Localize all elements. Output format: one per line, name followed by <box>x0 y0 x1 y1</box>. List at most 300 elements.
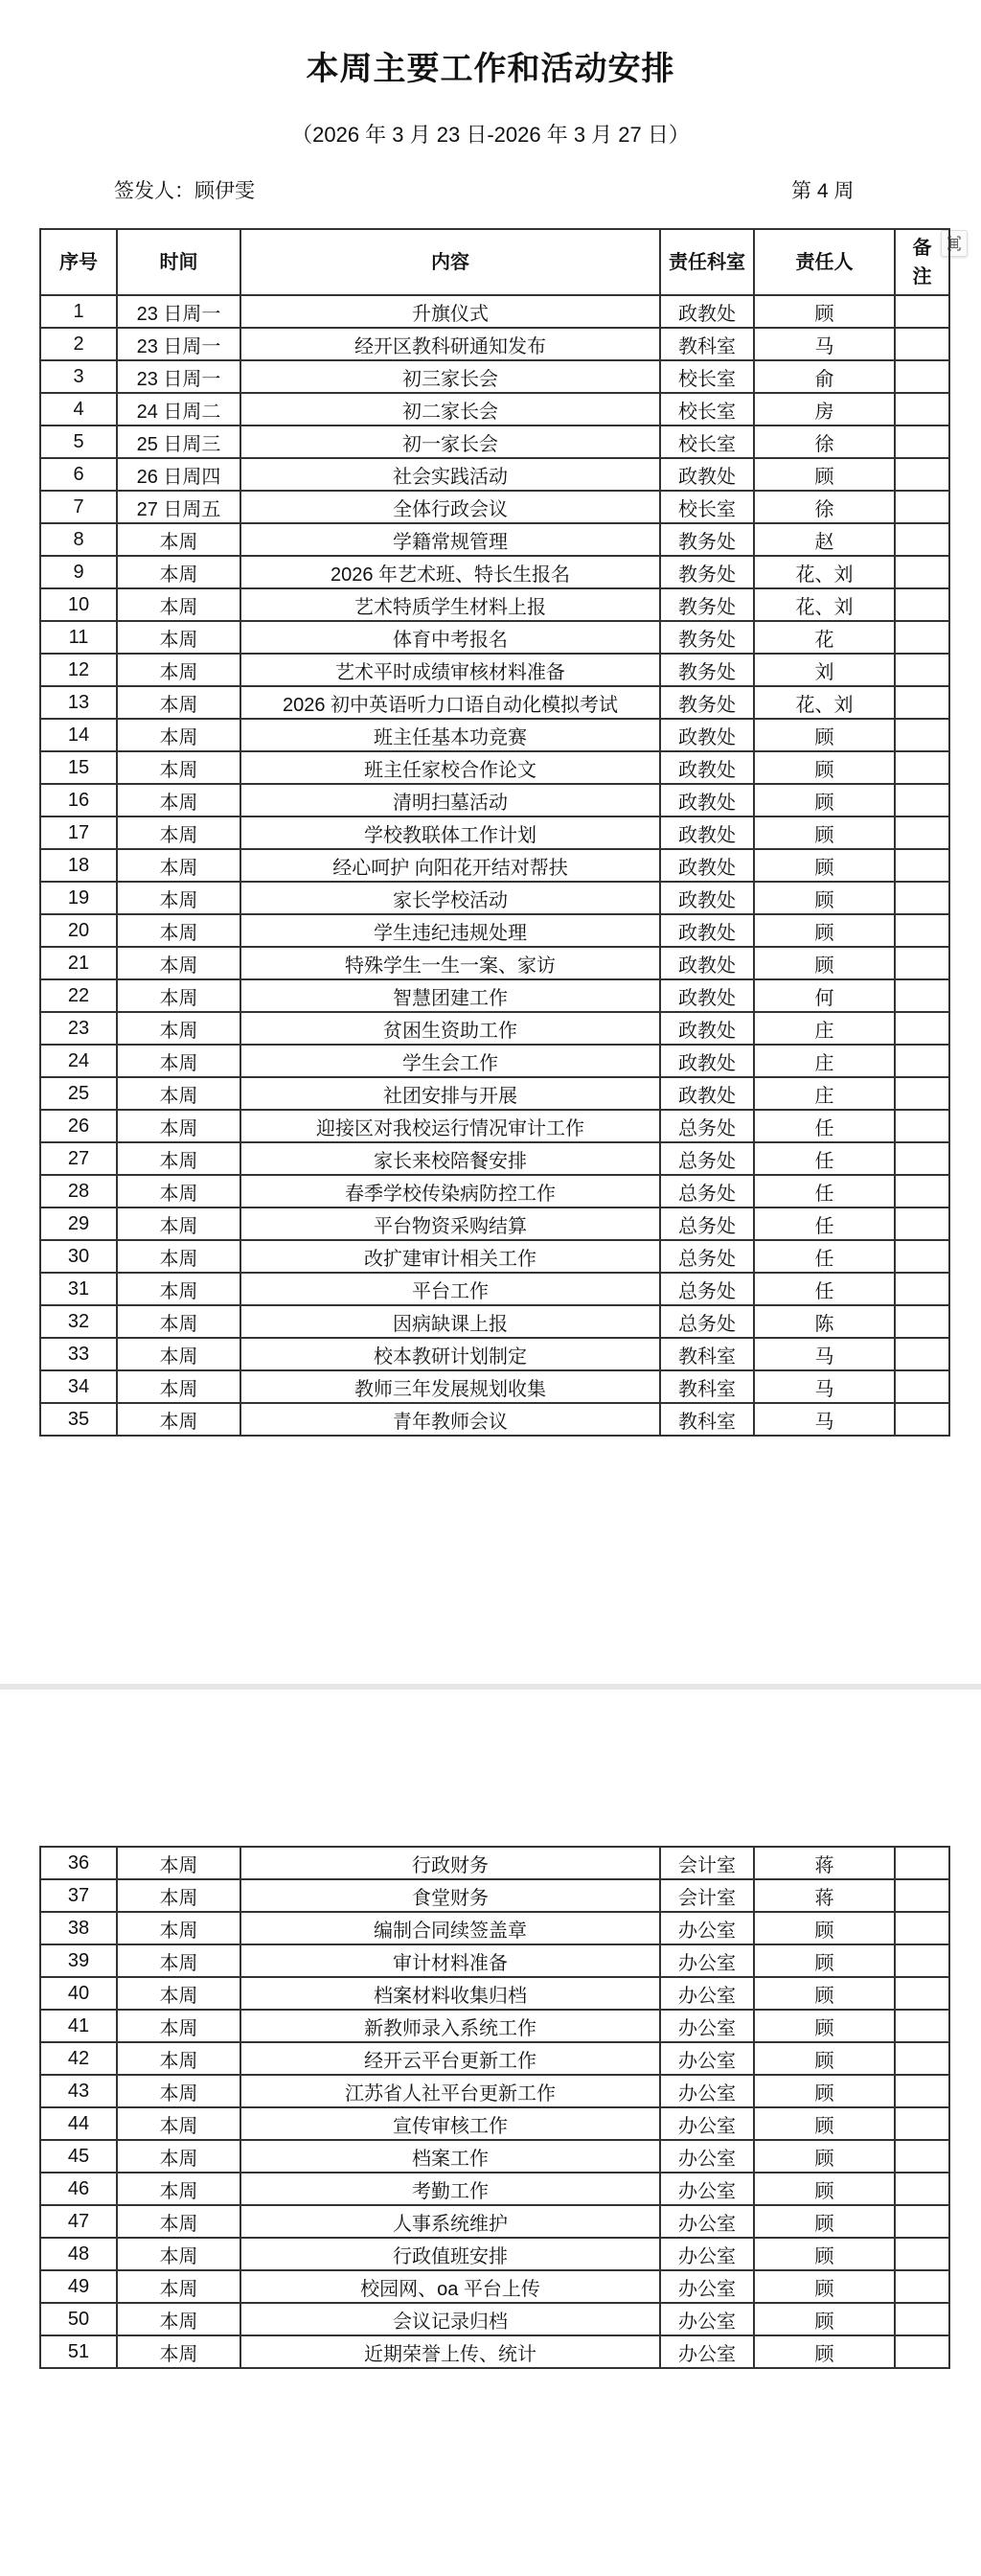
cell-notes <box>895 2010 949 2042</box>
cell-index: 28 <box>40 1175 117 1208</box>
cell-content: 宣传审核工作 <box>240 2107 660 2140</box>
cell-person: 花 <box>754 621 895 654</box>
cell-content: 艺术特质学生材料上报 <box>240 588 660 621</box>
cell-time: 本周 <box>117 2335 240 2368</box>
cell-content: 初二家长会 <box>240 393 660 426</box>
cell-index: 30 <box>40 1240 117 1273</box>
cell-department: 总务处 <box>660 1240 754 1273</box>
cell-index: 6 <box>40 458 117 491</box>
table-row <box>40 849 949 882</box>
header-department: 责任科室 <box>660 229 754 295</box>
cell-person: 徐 <box>754 426 895 458</box>
cell-time: 本周 <box>117 816 240 849</box>
cell-index: 1 <box>40 295 117 328</box>
cell-notes <box>895 1944 949 1977</box>
cell-content: 经开区教科研通知发布 <box>240 328 660 360</box>
cell-person: 顾 <box>754 2075 895 2107</box>
cell-notes <box>895 1273 949 1305</box>
cell-time: 本周 <box>117 1847 240 1879</box>
table-row <box>40 1110 949 1142</box>
cell-content: 艺术平时成绩审核材料准备 <box>240 654 660 686</box>
cell-content: 学籍常规管理 <box>240 523 660 556</box>
cell-time: 本周 <box>117 1175 240 1208</box>
cell-department: 教务处 <box>660 556 754 588</box>
cell-person: 刘 <box>754 654 895 686</box>
cell-time: 本周 <box>117 719 240 751</box>
cell-department: 教务处 <box>660 523 754 556</box>
cell-department: 校长室 <box>660 426 754 458</box>
cell-person: 顾 <box>754 2270 895 2303</box>
cell-time: 本周 <box>117 1305 240 1338</box>
cell-index: 49 <box>40 2270 117 2303</box>
cell-content: 迎接区对我校运行情况审计工作 <box>240 1110 660 1142</box>
cell-department: 办公室 <box>660 2303 754 2335</box>
cell-time: 本周 <box>117 1273 240 1305</box>
cell-index: 45 <box>40 2140 117 2173</box>
cell-department: 会计室 <box>660 1879 754 1912</box>
table-row <box>40 2335 949 2368</box>
header-index: 序号 <box>40 229 117 295</box>
cell-time: 本周 <box>117 784 240 816</box>
cell-index: 40 <box>40 1977 117 2010</box>
cell-time: 本周 <box>117 2075 240 2107</box>
cell-content: 因病缺课上报 <box>240 1305 660 1338</box>
cell-content: 经心呵护 向阳花开结对帮扶 <box>240 849 660 882</box>
cell-person: 顾 <box>754 2173 895 2205</box>
cell-person: 顾 <box>754 719 895 751</box>
cell-notes <box>895 784 949 816</box>
cell-content: 平台物资采购结算 <box>240 1208 660 1240</box>
cell-content: 新教师录入系统工作 <box>240 2010 660 2042</box>
cell-person: 庄 <box>754 1012 895 1045</box>
table-row <box>40 1403 949 1436</box>
cell-time: 本周 <box>117 556 240 588</box>
cell-index: 47 <box>40 2205 117 2238</box>
table-row <box>40 1045 949 1077</box>
cell-department: 办公室 <box>660 1944 754 1977</box>
cell-index: 3 <box>40 360 117 393</box>
cell-notes <box>895 719 949 751</box>
cell-person: 顾 <box>754 816 895 849</box>
cell-time: 本周 <box>117 1045 240 1077</box>
cell-time: 本周 <box>117 2042 240 2075</box>
cell-time: 本周 <box>117 979 240 1012</box>
cell-department: 政教处 <box>660 849 754 882</box>
cell-content: 平台工作 <box>240 1273 660 1305</box>
cell-notes <box>895 686 949 719</box>
cell-index: 46 <box>40 2173 117 2205</box>
cell-index: 27 <box>40 1142 117 1175</box>
cell-index: 18 <box>40 849 117 882</box>
cell-person: 顾 <box>754 2140 895 2173</box>
cell-index: 48 <box>40 2238 117 2270</box>
cell-index: 2 <box>40 328 117 360</box>
cell-department: 教务处 <box>660 686 754 719</box>
table-row <box>40 1175 949 1208</box>
cell-department: 办公室 <box>660 1977 754 2010</box>
cell-notes <box>895 1240 949 1273</box>
cell-notes <box>895 328 949 360</box>
cell-notes <box>895 2303 949 2335</box>
cell-department: 办公室 <box>660 2107 754 2140</box>
cell-person: 顾 <box>754 882 895 914</box>
cell-index: 41 <box>40 2010 117 2042</box>
cell-content: 智慧团建工作 <box>240 979 660 1012</box>
cell-notes <box>895 2075 949 2107</box>
table-row <box>40 2205 949 2238</box>
cell-department: 总务处 <box>660 1175 754 1208</box>
cell-content: 教师三年发展规划收集 <box>240 1370 660 1403</box>
cell-department: 总务处 <box>660 1208 754 1240</box>
cell-notes <box>895 2042 949 2075</box>
cell-department: 办公室 <box>660 2042 754 2075</box>
table-row <box>40 1944 949 1977</box>
cell-index: 15 <box>40 751 117 784</box>
cell-index: 10 <box>40 588 117 621</box>
cell-content: 2026 年艺术班、特长生报名 <box>240 556 660 588</box>
cell-index: 20 <box>40 914 117 947</box>
table-row <box>40 1305 949 1338</box>
cell-content: 特殊学生一生一案、家访 <box>240 947 660 979</box>
cell-department: 总务处 <box>660 1110 754 1142</box>
cell-notes <box>895 1912 949 1944</box>
table-row <box>40 328 949 360</box>
cell-content: 校本教研计划制定 <box>240 1338 660 1370</box>
cell-index: 42 <box>40 2042 117 2075</box>
cell-content: 校园网、oa 平台上传 <box>240 2270 660 2303</box>
cell-content: 人事系统维护 <box>240 2205 660 2238</box>
cell-time: 23 日周一 <box>117 328 240 360</box>
cell-notes <box>895 979 949 1012</box>
cell-index: 4 <box>40 393 117 426</box>
cell-content: 升旗仪式 <box>240 295 660 328</box>
cell-notes <box>895 491 949 523</box>
cell-content: 考勤工作 <box>240 2173 660 2205</box>
cell-department: 政教处 <box>660 1012 754 1045</box>
table-row <box>40 393 949 426</box>
table-row <box>40 979 949 1012</box>
cell-time: 23 日周一 <box>117 295 240 328</box>
cell-content: 青年教师会议 <box>240 1403 660 1436</box>
cell-department: 教科室 <box>660 328 754 360</box>
header-person: 责任人 <box>754 229 895 295</box>
cell-person: 顾 <box>754 914 895 947</box>
cell-department: 办公室 <box>660 2270 754 2303</box>
cell-index: 21 <box>40 947 117 979</box>
cell-person: 顾 <box>754 751 895 784</box>
cell-department: 政教处 <box>660 979 754 1012</box>
cell-person: 顾 <box>754 1977 895 2010</box>
cell-notes <box>895 588 949 621</box>
cell-person: 花、刘 <box>754 556 895 588</box>
cell-department: 办公室 <box>660 2173 754 2205</box>
table-row <box>40 426 949 458</box>
cell-person: 俞 <box>754 360 895 393</box>
cell-index: 33 <box>40 1338 117 1370</box>
cell-time: 本周 <box>117 1912 240 1944</box>
cell-content: 全体行政会议 <box>240 491 660 523</box>
cell-index: 44 <box>40 2107 117 2140</box>
cell-content: 近期荣誉上传、统计 <box>240 2335 660 2368</box>
cell-person: 顾 <box>754 1912 895 1944</box>
cell-time: 本周 <box>117 2107 240 2140</box>
cell-time: 本周 <box>117 2270 240 2303</box>
cell-time: 本周 <box>117 849 240 882</box>
cell-notes <box>895 360 949 393</box>
cell-department: 教务处 <box>660 588 754 621</box>
cell-index: 9 <box>40 556 117 588</box>
cell-person: 房 <box>754 393 895 426</box>
cell-department: 教科室 <box>660 1338 754 1370</box>
cell-content: 家长学校活动 <box>240 882 660 914</box>
cell-department: 政教处 <box>660 751 754 784</box>
cell-person: 顾 <box>754 458 895 491</box>
table-row <box>40 2270 949 2303</box>
cell-notes <box>895 2173 949 2205</box>
cell-notes <box>895 2107 949 2140</box>
cell-person: 顾 <box>754 2042 895 2075</box>
cell-person: 任 <box>754 1142 895 1175</box>
table-row <box>40 1240 949 1273</box>
cell-department: 总务处 <box>660 1142 754 1175</box>
cell-department: 政教处 <box>660 719 754 751</box>
cell-notes <box>895 1305 949 1338</box>
cell-notes <box>895 295 949 328</box>
cell-time: 本周 <box>117 588 240 621</box>
cell-time: 本周 <box>117 2173 240 2205</box>
cell-notes <box>895 556 949 588</box>
cell-index: 29 <box>40 1208 117 1240</box>
cell-person: 顾 <box>754 2335 895 2368</box>
cell-notes <box>895 1077 949 1110</box>
table-row <box>40 1142 949 1175</box>
table-row <box>40 654 949 686</box>
date-range: （2026 年 3 月 23 日-2026 年 3 月 27 日） <box>291 123 690 147</box>
cell-content: 初一家长会 <box>240 426 660 458</box>
cell-index: 32 <box>40 1305 117 1338</box>
cell-notes <box>895 1208 949 1240</box>
cell-content: 档案工作 <box>240 2140 660 2173</box>
table-row <box>40 1847 949 1879</box>
cell-notes <box>895 458 949 491</box>
cell-index: 14 <box>40 719 117 751</box>
cell-notes <box>895 849 949 882</box>
cell-time: 本周 <box>117 523 240 556</box>
cell-content: 初三家长会 <box>240 360 660 393</box>
cell-person: 庄 <box>754 1077 895 1110</box>
cell-department: 政教处 <box>660 882 754 914</box>
cell-notes <box>895 1879 949 1912</box>
cell-notes <box>895 1012 949 1045</box>
cell-time: 本周 <box>117 2140 240 2173</box>
cell-person: 花、刘 <box>754 588 895 621</box>
cell-content: 学生会工作 <box>240 1045 660 1077</box>
cell-department: 教务处 <box>660 621 754 654</box>
cell-person: 马 <box>754 1338 895 1370</box>
table-row <box>40 588 949 621</box>
cell-notes <box>895 751 949 784</box>
cell-person: 任 <box>754 1175 895 1208</box>
schedule-table-page-1 <box>39 228 950 1437</box>
table-row <box>40 914 949 947</box>
cell-index: 17 <box>40 816 117 849</box>
cell-time: 本周 <box>117 2238 240 2270</box>
page-break <box>0 1684 981 1690</box>
cell-index: 13 <box>40 686 117 719</box>
table-row <box>40 1208 949 1240</box>
table-row <box>40 458 949 491</box>
table-row <box>40 1879 949 1912</box>
cell-content: 档案材料收集归档 <box>240 1977 660 2010</box>
cell-person: 顾 <box>754 295 895 328</box>
table-row <box>40 1273 949 1305</box>
table-row <box>40 947 949 979</box>
document-title: 本周主要工作和活动安排 <box>306 51 675 87</box>
cell-department: 办公室 <box>660 2010 754 2042</box>
cell-time: 本周 <box>117 2303 240 2335</box>
cell-department: 校长室 <box>660 360 754 393</box>
cell-person: 马 <box>754 328 895 360</box>
cell-department: 办公室 <box>660 1912 754 1944</box>
header-notes: 备注 <box>895 229 949 295</box>
header-time: 时间 <box>117 229 240 295</box>
table-header-row <box>40 229 949 295</box>
cell-index: 23 <box>40 1012 117 1045</box>
cell-content: 清明扫墓活动 <box>240 784 660 816</box>
cell-index: 37 <box>40 1879 117 1912</box>
cell-notes <box>895 426 949 458</box>
cell-index: 38 <box>40 1912 117 1944</box>
cell-person: 顾 <box>754 2010 895 2042</box>
cell-time: 本周 <box>117 654 240 686</box>
schedule-table-page-2 <box>39 1846 950 2369</box>
table-row <box>40 621 949 654</box>
header-content: 内容 <box>240 229 660 295</box>
cell-content: 社会实践活动 <box>240 458 660 491</box>
table-row <box>40 1977 949 2010</box>
cell-department: 政教处 <box>660 458 754 491</box>
table-row <box>40 2173 949 2205</box>
cell-notes <box>895 2270 949 2303</box>
table-row <box>40 2042 949 2075</box>
cell-index: 5 <box>40 426 117 458</box>
cell-notes <box>895 2140 949 2173</box>
cell-time: 本周 <box>117 947 240 979</box>
cell-department: 校长室 <box>660 393 754 426</box>
cell-person: 顾 <box>754 849 895 882</box>
cell-time: 本周 <box>117 1338 240 1370</box>
cell-index: 35 <box>40 1403 117 1436</box>
cell-person: 庄 <box>754 1045 895 1077</box>
cell-person: 顾 <box>754 2107 895 2140</box>
cell-person: 任 <box>754 1208 895 1240</box>
cell-time: 27 日周五 <box>117 491 240 523</box>
cell-department: 会计室 <box>660 1847 754 1879</box>
cell-content: 食堂财务 <box>240 1879 660 1912</box>
table-row <box>40 719 949 751</box>
cell-notes <box>895 621 949 654</box>
cell-notes <box>895 2238 949 2270</box>
table-row <box>40 1912 949 1944</box>
cell-notes <box>895 2335 949 2368</box>
cell-index: 19 <box>40 882 117 914</box>
table-row <box>40 295 949 328</box>
cell-index: 12 <box>40 654 117 686</box>
cell-person: 任 <box>754 1110 895 1142</box>
table-row <box>40 784 949 816</box>
cell-time: 本周 <box>117 2205 240 2238</box>
cell-notes <box>895 882 949 914</box>
cell-content: 审计材料准备 <box>240 1944 660 1977</box>
cell-time: 本周 <box>117 621 240 654</box>
cell-notes <box>895 654 949 686</box>
cell-person: 顾 <box>754 2205 895 2238</box>
cell-time: 本周 <box>117 914 240 947</box>
cell-person: 花、刘 <box>754 686 895 719</box>
cell-index: 24 <box>40 1045 117 1077</box>
cell-person: 顾 <box>754 784 895 816</box>
cell-time: 本周 <box>117 1879 240 1912</box>
cell-index: 16 <box>40 784 117 816</box>
cell-department: 政教处 <box>660 947 754 979</box>
cell-department: 办公室 <box>660 2238 754 2270</box>
cell-time: 本周 <box>117 1240 240 1273</box>
cell-department: 教科室 <box>660 1403 754 1436</box>
cell-person: 蒋 <box>754 1847 895 1879</box>
cell-department: 政教处 <box>660 295 754 328</box>
table-row <box>40 751 949 784</box>
cell-notes <box>895 1110 949 1142</box>
table-row <box>40 360 949 393</box>
cell-notes <box>895 393 949 426</box>
signer: 签发人：顾伊雯 <box>114 180 255 202</box>
cell-department: 总务处 <box>660 1305 754 1338</box>
cell-content: 班主任基本功竞赛 <box>240 719 660 751</box>
cell-time: 本周 <box>117 1370 240 1403</box>
cell-person: 顾 <box>754 2238 895 2270</box>
cell-index: 11 <box>40 621 117 654</box>
table-row <box>40 816 949 849</box>
cell-notes <box>895 1045 949 1077</box>
cell-person: 任 <box>754 1273 895 1305</box>
cell-index: 8 <box>40 523 117 556</box>
cell-index: 50 <box>40 2303 117 2335</box>
cell-index: 36 <box>40 1847 117 1879</box>
table-row <box>40 686 949 719</box>
cell-notes <box>895 2205 949 2238</box>
table-row <box>40 1012 949 1045</box>
cell-content: 学生违纪违规处理 <box>240 914 660 947</box>
cell-notes <box>895 816 949 849</box>
cell-notes <box>895 914 949 947</box>
cell-index: 31 <box>40 1273 117 1305</box>
cell-time: 本周 <box>117 1977 240 2010</box>
cell-department: 教务处 <box>660 654 754 686</box>
cell-notes <box>895 1142 949 1175</box>
table-row <box>40 523 949 556</box>
cell-content: 改扩建审计相关工作 <box>240 1240 660 1273</box>
cell-department: 总务处 <box>660 1273 754 1305</box>
cell-time: 23 日周一 <box>117 360 240 393</box>
cell-content: 行政财务 <box>240 1847 660 1879</box>
cell-time: 25 日周三 <box>117 426 240 458</box>
cell-time: 本周 <box>117 882 240 914</box>
cell-notes <box>895 1338 949 1370</box>
table-row <box>40 2010 949 2042</box>
cell-person: 何 <box>754 979 895 1012</box>
cell-person: 赵 <box>754 523 895 556</box>
cell-department: 教科室 <box>660 1370 754 1403</box>
